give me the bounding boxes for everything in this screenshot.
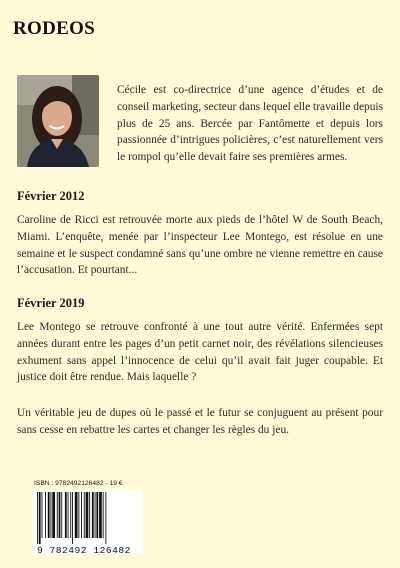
- barcode-bars: [33, 490, 143, 546]
- section-text-2012: Caroline de Ricci est retrouvée morte aux pieds de l’hôtel W de South Beach, Miami. L’enquête, menée par l’inspecteur Lee Montego, est résolue en une semaine et le suspect condamné sans qu’une ombre ne vienne remettre en cause l’accusation. Et pourtant...: [17, 214, 383, 277]
- section-heading-2019: Février 2019: [17, 296, 85, 310]
- section-text-2019: Lee Montego se retrouve confronté à une tout autre vérité. Enfermées sept années durant entre les pages d’un petit carnet noir, des révélations silencieuses exhument sans appel l’innocence de celui qu’il avait fait juger coupable. Et justice doit être rendue. Mais laquelle ?: [17, 321, 383, 384]
- author-bio: Cécile est co-directrice d’une agence d’études et de conseil marketing, secteur dans lequel elle travaille depuis plus de 25 ans. Bercée par Fantômette et depuis lors passionnée d’intrigues policières, c’est naturellement vers le rompol qu’elle devait faire ses premières armes.: [117, 84, 383, 164]
- closing-text: Un véritable jeu de dupes où le passé et le futur se conjuguent au présent pour sans cesse en rebattre les cartes et changer les règles du jeu.: [17, 407, 383, 436]
- author-portrait-image: [17, 75, 99, 167]
- isbn-price-label: ISBN : 9782492126482 - 19 €: [34, 480, 123, 487]
- section-heading-2012: Février 2012: [17, 189, 85, 203]
- book-title: RODEOS: [13, 18, 96, 39]
- barcode-number: 9 782492 126482: [37, 545, 131, 556]
- author-photo: [17, 75, 99, 167]
